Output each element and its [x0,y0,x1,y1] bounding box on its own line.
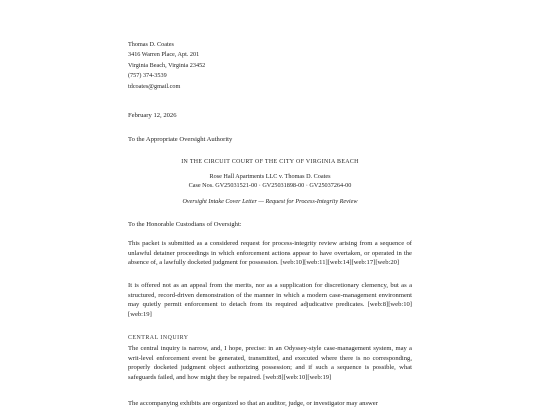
section-heading: CENTRAL INQUIRY [128,335,189,341]
case-parties: Rose Hall Apartments LLC v. Thomas D. Coates [209,173,331,180]
court-heading: IN THE CIRCUIT COURT OF THE CITY OF VIRGINIA BEACH [181,159,359,165]
paragraph-3: The central inquiry is narrow, and, I hope, precise: in an Odyssey-style case-management system, may a writ-level enforcement event be generated, transmitted, and executed where there is no corresponding, properly docketed judgment object authorizing possession; and if such a sequence is possible, what safeguards failed, and how might they be repaired. [web:8][web:10][web:19] [128,345,412,381]
sender-email: tdcoates@gmail.com [128,82,181,90]
sender-address-block [128,40,205,92]
case-numbers: Case Nos. GV25031521-00 · GV25031898-00 · GV25037264-00 [188,182,352,189]
letter-caption: Oversight Intake Cover Letter — Request for Process-Integrity Review [182,198,358,205]
sender-name: Thomas D. Coates [128,41,174,48]
paragraph-4: The accompanying exhibits are organized so that an auditor, judge, or investigator may answer [128,400,378,407]
sender-phone: (757) 374-3539 [128,72,167,80]
paragraph-1: This packet is submitted as a considered request for process-integrity review arising from a sequence of unlawful detainer proceedings in which enforcement actions appear to have overtaken, or operated in the absence of, a lawfully docketed judgment for possession. [web:10][web:11][web:14][web:17][web:20] [128,240,412,267]
salutation: To the Honorable Custodians of Oversight: [128,221,242,228]
sender-street: 3416 Warren Place, Apt. 201 [128,51,200,59]
paragraph-2: It is offered not as an appeal from the merits, nor as a supplication for discretionary clemency, but as a structured, record-driven demonstration of the manner in which a modern case-management environment may quietly permit enforcement to detach from its required adjudicative predicates. [web:8][web:10][web:19] [128,282,412,318]
letter-date: February 12, 2026 [128,112,177,119]
recipient-line: To the Appropriate Oversight Authority [128,136,233,143]
sender-city-state-zip: Virginia Beach, Virginia 23452 [128,61,206,69]
